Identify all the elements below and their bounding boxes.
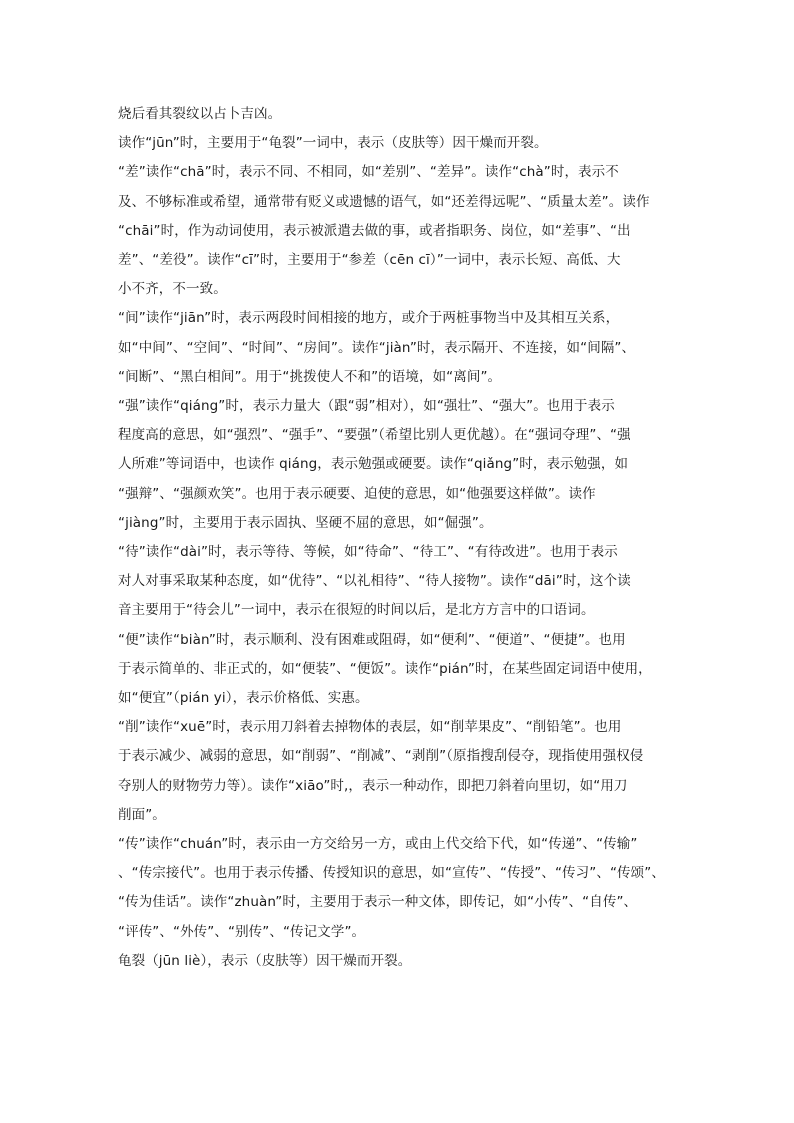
text-line: 人所难”等词语中，也读作 qiáng，表示勉强或硬要。读作“qiǎng”时，表示勉强，如 [118, 456, 629, 473]
text-line: 龟裂（jūn liè），表示（皮肤等）因干燥而开裂。 [118, 952, 412, 969]
text-line: “削”读作“xuē”时，表示用刀斜着去掉物体的表层，如“削苹果皮”、“削铅笔”。也用 [118, 719, 622, 736]
text-line: 于表示简单的、非正式的，如“便装”、“便饭”。读作“pián”时，在某些固定词语中使用， [118, 660, 652, 677]
text-line: 及、不够标准或希望，通常带有贬义或遗憾的语气，如“还差得远呢”、“质量太差”。读作 [118, 193, 650, 210]
text-line: 于表示减少、减弱的意思，如“削弱”、“削减”、“剥削”（原指搜刮侵夺，现指使用强权侵 [118, 748, 644, 765]
text-line: “传”读作“chuán”时，表示由一方交给另一方，或由上代交给下代，如“传递”、“传输” [118, 836, 638, 853]
text-line: “强”读作“qiáng”时，表示力量大（跟“弱”相对），如“强壮”、“强大”。也用于表示 [118, 398, 615, 415]
text-line: “强辩”、“强颜欢笑”。也用于表示硬要、迫使的意思，如“他强要这样做”。读作 [118, 485, 596, 502]
text-line: 对人对事采取某种态度，如“优待”、“以礼相待”、“待人接物”。读作“dāi”时，这个读 [118, 573, 631, 590]
text-line: “评传”、“外传”、“别传”、“传记文学”。 [118, 923, 366, 940]
text-line: 削面”。 [118, 806, 166, 823]
text-line: 烧后看其裂纹以占卜吉凶。 [118, 106, 282, 122]
text-line: “间”读作“jiān”时，表示两段时间相接的地方，或介于两桩事物当中及其相互关系， [118, 310, 620, 327]
text-line: 如“中间”、“空间”、“时间”、“房间”。读作“jiàn”时，表示隔开、不连接，如“间隔”、 [118, 339, 636, 356]
text-line: “便”读作“biàn”时，表示顺利、没有困难或阻碍，如“便利”、“便道”、“便捷”。也用 [118, 631, 626, 648]
text-line: “jiàng”时，主要用于表示固执、坚硬不屈的意思，如“倔强”。 [118, 514, 493, 531]
text-line: 读作“jūn”时，主要用于“龟裂”一词中，表示（皮肤等）因干燥而开裂。 [118, 135, 548, 152]
text-line: “间断”、“黑白相间”。用于“挑拨使人不和”的语境，如“离间”。 [118, 368, 502, 385]
text-line: 如“便宜”（pián yi），表示价格低、实惠。 [118, 690, 369, 707]
text-line: “待”读作“dài”时，表示等待、等候，如“待命”、“待工”、“有待改进”。也用于表示 [118, 544, 618, 561]
text-line: 差”、“差役”。读作“cī”时，主要用于“参差（cēn cī）”一词中，表示长短、高低、大 [118, 252, 621, 269]
text-line: 、“传宗接代”。也用于表示传播、传授知识的意思，如“宣传”、“传授”、“传习”、“传颂”、 [118, 865, 665, 882]
text-line: 夺别人的财物劳力等）。读作“xiāo”时,，表示一种动作，即把刀斜着向里切，如“用刀 [118, 777, 628, 794]
text-line: “传为佳话”。读作“zhuàn”时，主要用于表示一种文体，即传记，如“小传”、“自传”、 [118, 894, 638, 911]
text-line: 音主要用于“待会儿”一词中，表示在很短的时间以后，是北方方言中的口语词。 [118, 602, 595, 619]
text-line: 小不齐，不一致。 [118, 281, 227, 298]
text-line: “差”读作“chā”时，表示不同、不相同，如“差别”、“差异”。读作“chà”时，表示不 [118, 164, 619, 181]
text-line: 程度高的意思，如“强烈”、“强手”、“要强”（希望比别人更优越）。在“强词夺理”、“强 [118, 427, 631, 444]
text-line: “chāi”时，作为动词使用，表示被派遣去做的事，或者指职务、岗位，如“差事”、“出 [118, 222, 631, 239]
